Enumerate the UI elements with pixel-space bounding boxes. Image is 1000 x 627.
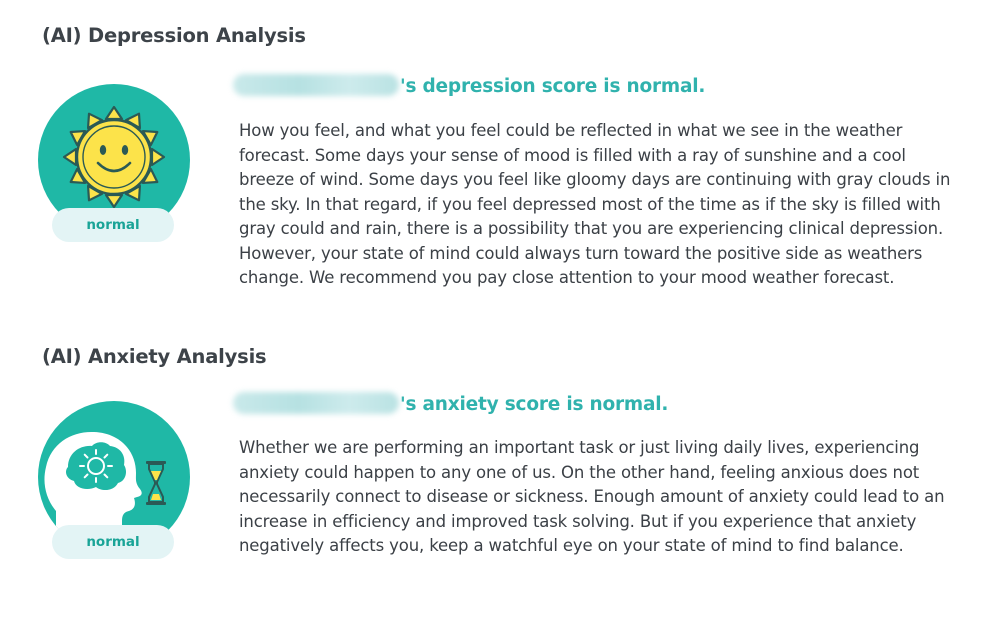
depression-badge [38,84,192,244]
anxiety-headline [233,392,668,415]
blurred-user-name [233,392,399,414]
depression-headline [233,74,705,97]
depression-headline-text: 's depression score is normal. [400,76,706,97]
anxiety-description: Whether we are performing an important task or just living daily lives, experiencing anxiety could happen to any one of us. On the other hand, feeling anxious does not necessarily connect to disease or sickness. Enough amount of anxiety could lead to an increase in efficiency and improved task solving. But if you experience that anxiety negatively affects you, keep a watchful eye on your state of mind to find balance. [239,438,945,555]
depression-section-title: (AI) Depression Analysis [42,24,306,47]
anxiety-section-title: (AI) Anxiety Analysis [42,345,267,368]
anxiety-status-pill: normal [52,525,174,559]
blurred-user-name [233,74,399,96]
depression-status-pill: normal [52,208,174,242]
anxiety-headline-text: 's anxiety score is normal. [400,394,669,415]
anxiety-badge [38,401,192,561]
depression-description: How you feel, and what you feel could be reflected in what we see in the weather forecast. Some days your sense of mood is filled with a ray of sunshine and a cool breeze of wind. Some days you feel like gloomy days are continuing with gray clouds in the sky. In that regard, if you feel depressed most of the time as if the sky is filled with gray could and rain, there is a possibility that you are experiencing clinical depression. However, your state of mind could always turn toward the positive side as weathers change. We recommend you pay close attention to your mood weather forecast. [239,121,951,287]
